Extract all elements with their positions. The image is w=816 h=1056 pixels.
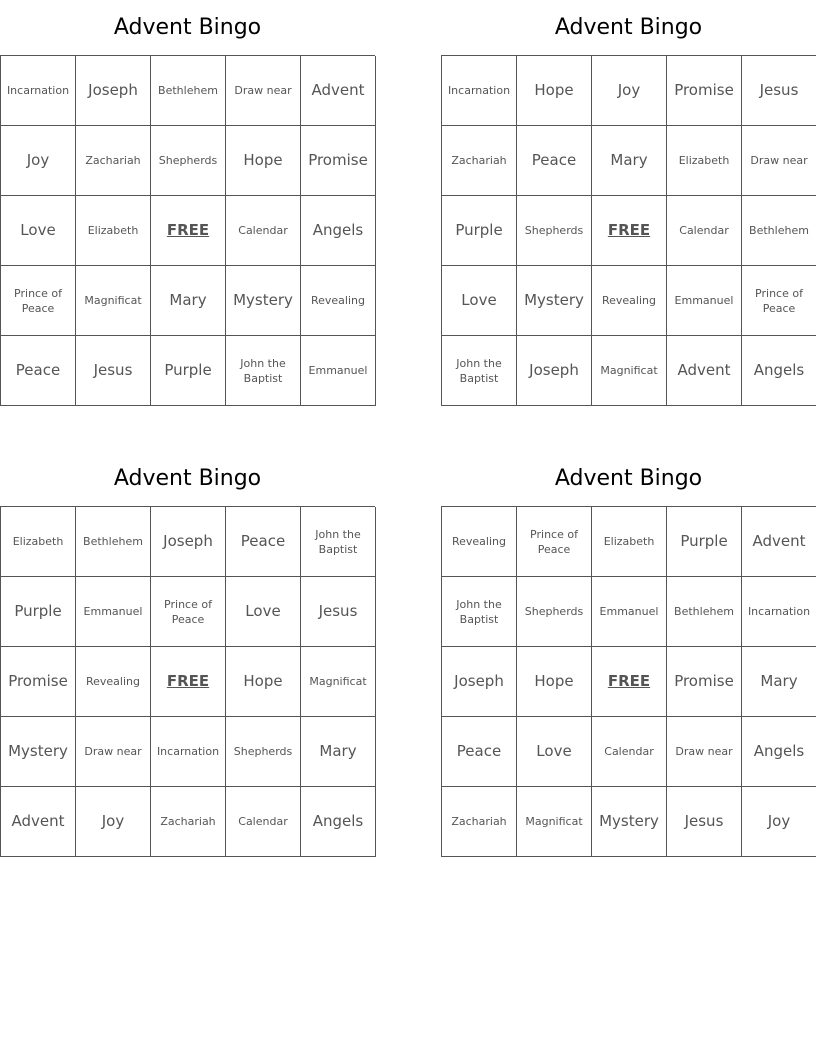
bingo-cell: Emmanuel (301, 336, 376, 406)
bingo-cell: Hope (226, 126, 301, 196)
bingo-cell: Draw near (76, 717, 151, 787)
bingo-cell: Peace (517, 126, 592, 196)
bingo-cell: Love (442, 266, 517, 336)
free-space: FREE (592, 647, 667, 717)
bingo-cell: Angels (742, 717, 816, 787)
bingo-card-1 (0, 0, 375, 406)
bingo-cell: Magnificat (592, 336, 667, 406)
free-space: FREE (151, 196, 226, 266)
bingo-cell: Joy (742, 787, 816, 857)
bingo-grid (0, 506, 375, 857)
bingo-cell: Joseph (517, 336, 592, 406)
bingo-cell: John the Baptist (226, 336, 301, 406)
bingo-cell: Joseph (76, 56, 151, 126)
bingo-cell: Promise (667, 647, 742, 717)
bingo-cell: Calendar (226, 196, 301, 266)
bingo-cell: Hope (517, 56, 592, 126)
bingo-cell: Joy (1, 126, 76, 196)
bingo-cell: Mary (592, 126, 667, 196)
card-title: Advent Bingo (113, 466, 262, 491)
card-title: Advent Bingo (554, 15, 703, 40)
bingo-cell: Bethlehem (151, 56, 226, 126)
bingo-cell: Joseph (442, 647, 517, 717)
bingo-cell: Draw near (667, 717, 742, 787)
bingo-cell: Zachariah (151, 787, 226, 857)
bingo-cell: Magnificat (76, 266, 151, 336)
bingo-cell: Draw near (226, 56, 301, 126)
bingo-cell: Mystery (226, 266, 301, 336)
bingo-cell: Mary (742, 647, 816, 717)
bingo-cell: Peace (442, 717, 517, 787)
bingo-cell: Incarnation (442, 56, 517, 126)
bingo-cell: Incarnation (151, 717, 226, 787)
bingo-cell: Angels (742, 336, 816, 406)
bingo-cell: Hope (517, 647, 592, 717)
bingo-cell: Love (517, 717, 592, 787)
bingo-cell: John the Baptist (301, 507, 376, 577)
bingo-cell: Bethlehem (742, 196, 816, 266)
bingo-card-2 (441, 0, 816, 406)
bingo-cell: Zachariah (442, 787, 517, 857)
bingo-cell: Prince of Peace (742, 266, 816, 336)
bingo-cell: Magnificat (517, 787, 592, 857)
bingo-cell: Shepherds (226, 717, 301, 787)
card-title: Advent Bingo (554, 466, 703, 491)
bingo-cell: Mystery (592, 787, 667, 857)
bingo-cell: Peace (1, 336, 76, 406)
bingo-cell: John the Baptist (442, 336, 517, 406)
bingo-cell: Emmanuel (592, 577, 667, 647)
bingo-cell: Revealing (76, 647, 151, 717)
bingo-cell: Calendar (667, 196, 742, 266)
bingo-cell: Advent (742, 507, 816, 577)
bingo-cell: Purple (1, 577, 76, 647)
bingo-cell: Purple (442, 196, 517, 266)
bingo-cell: Advent (301, 56, 376, 126)
bingo-cell: Revealing (592, 266, 667, 336)
bingo-cell: Zachariah (442, 126, 517, 196)
bingo-cell: Purple (667, 507, 742, 577)
bingo-cell: Angels (301, 196, 376, 266)
card-title: Advent Bingo (113, 15, 262, 40)
bingo-cell: Promise (301, 126, 376, 196)
bingo-cell: Incarnation (742, 577, 816, 647)
bingo-cell: Prince of Peace (151, 577, 226, 647)
bingo-cell: Draw near (742, 126, 816, 196)
bingo-grid (0, 55, 375, 406)
bingo-cell: Bethlehem (667, 577, 742, 647)
bingo-cell: Revealing (301, 266, 376, 336)
bingo-cell: Prince of Peace (1, 266, 76, 336)
bingo-cell: Emmanuel (667, 266, 742, 336)
bingo-cell: Promise (667, 56, 742, 126)
bingo-cell: Bethlehem (76, 507, 151, 577)
free-space: FREE (151, 647, 226, 717)
bingo-cell: Mary (301, 717, 376, 787)
bingo-cell: Joy (592, 56, 667, 126)
bingo-grid (441, 506, 816, 857)
bingo-card-3 (0, 451, 375, 857)
bingo-cell: Hope (226, 647, 301, 717)
bingo-cell: Incarnation (1, 56, 76, 126)
bingo-cell: Elizabeth (592, 507, 667, 577)
bingo-cell: Jesus (301, 577, 376, 647)
bingo-cell: Mary (151, 266, 226, 336)
bingo-cell: Love (1, 196, 76, 266)
bingo-card-4 (441, 451, 816, 857)
bingo-cell: Zachariah (76, 126, 151, 196)
bingo-cell: Elizabeth (667, 126, 742, 196)
bingo-cell: Shepherds (151, 126, 226, 196)
bingo-cell: Elizabeth (1, 507, 76, 577)
bingo-cell: Angels (301, 787, 376, 857)
bingo-cell: Mystery (517, 266, 592, 336)
bingo-cell: Joy (76, 787, 151, 857)
bingo-cell: Mystery (1, 717, 76, 787)
bingo-cell: Shepherds (517, 577, 592, 647)
bingo-cell: Calendar (592, 717, 667, 787)
bingo-cell: Joseph (151, 507, 226, 577)
bingo-cell: Elizabeth (76, 196, 151, 266)
bingo-cell: Purple (151, 336, 226, 406)
bingo-cell: Advent (1, 787, 76, 857)
bingo-cell: Calendar (226, 787, 301, 857)
bingo-cell: Advent (667, 336, 742, 406)
bingo-cell: Revealing (442, 507, 517, 577)
bingo-cell: John the Baptist (442, 577, 517, 647)
bingo-grid (441, 55, 816, 406)
bingo-cell: Jesus (742, 56, 816, 126)
bingo-cell: Magnificat (301, 647, 376, 717)
bingo-cell: Jesus (76, 336, 151, 406)
bingo-cell: Emmanuel (76, 577, 151, 647)
bingo-cell: Prince of Peace (517, 507, 592, 577)
bingo-cell: Promise (1, 647, 76, 717)
bingo-cell: Shepherds (517, 196, 592, 266)
free-space: FREE (592, 196, 667, 266)
bingo-cell: Jesus (667, 787, 742, 857)
bingo-cell: Love (226, 577, 301, 647)
bingo-cell: Peace (226, 507, 301, 577)
